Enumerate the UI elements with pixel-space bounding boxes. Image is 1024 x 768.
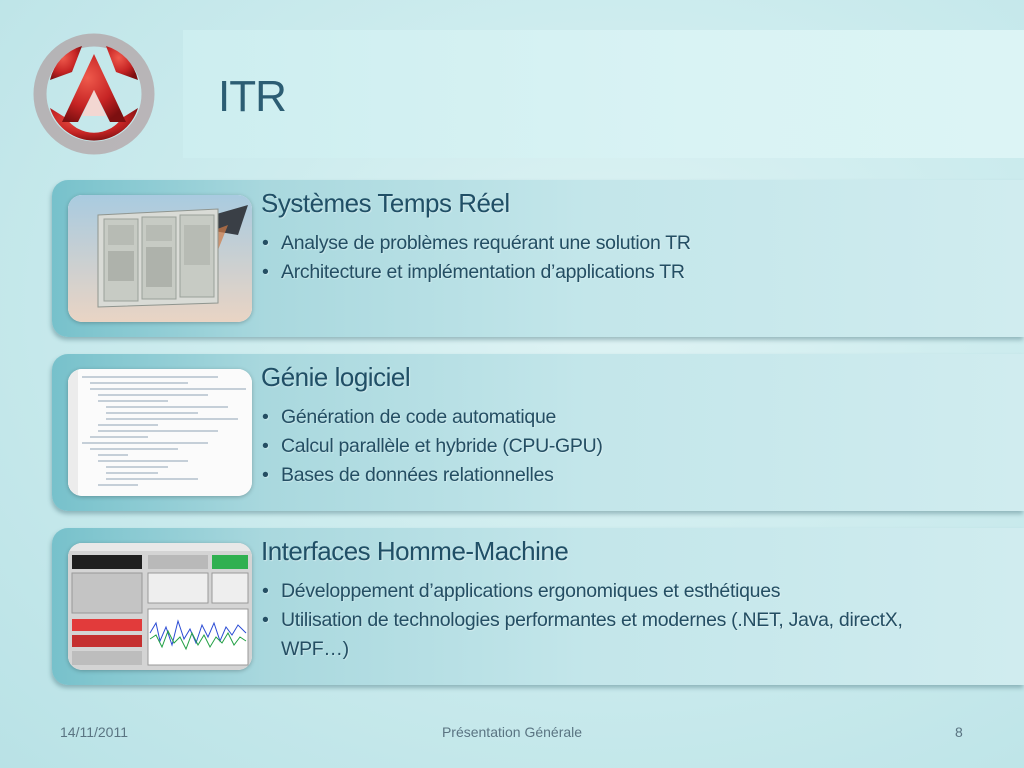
footer-date: 14/11/2011: [60, 724, 128, 740]
bullet-item: • Analyse de problèmes requérant une solution TR: [261, 229, 964, 258]
bullet-list: [261, 229, 964, 287]
section-heading: Systèmes Temps Réel: [261, 188, 510, 218]
hmi-dashboard-screenshot: [68, 543, 252, 670]
bullet-item: • Architecture et implémentation d’applications TR: [261, 258, 964, 287]
page-number: 8: [955, 724, 963, 740]
hmi-dashboard-image: [68, 543, 252, 670]
bullet-item: • Génération de code automatique: [261, 403, 964, 432]
section-card-hmi: [52, 528, 1024, 685]
bullet-item: • Utilisation de technologies performantes et modernes (.NET, Java, directX, WPF…): [261, 606, 964, 664]
bullet-item: • Bases de données relationnelles: [261, 461, 964, 490]
bullet-list: [261, 403, 964, 490]
server-cabinet-photo: [68, 195, 252, 322]
section-heading: Interfaces Homme-Machine: [261, 536, 569, 566]
slide-title: ITR: [218, 72, 286, 121]
company-logo: [32, 32, 156, 156]
source-code-image: [68, 369, 252, 496]
section-heading: Génie logiciel: [261, 362, 411, 392]
source-code-screenshot: [68, 369, 252, 496]
bullet-item: • Calcul parallèle et hybride (CPU-GPU): [261, 432, 964, 461]
server-cabinet-image: [68, 195, 252, 322]
section-card-realtime-systems: [52, 180, 1024, 337]
title-bar: [183, 30, 1024, 158]
section-card-software-engineering: [52, 354, 1024, 511]
bullet-list: [261, 577, 964, 664]
bullet-item: • Développement d’applications ergonomiques et esthétiques: [261, 577, 964, 606]
footer-title: Présentation Générale: [441, 724, 583, 740]
